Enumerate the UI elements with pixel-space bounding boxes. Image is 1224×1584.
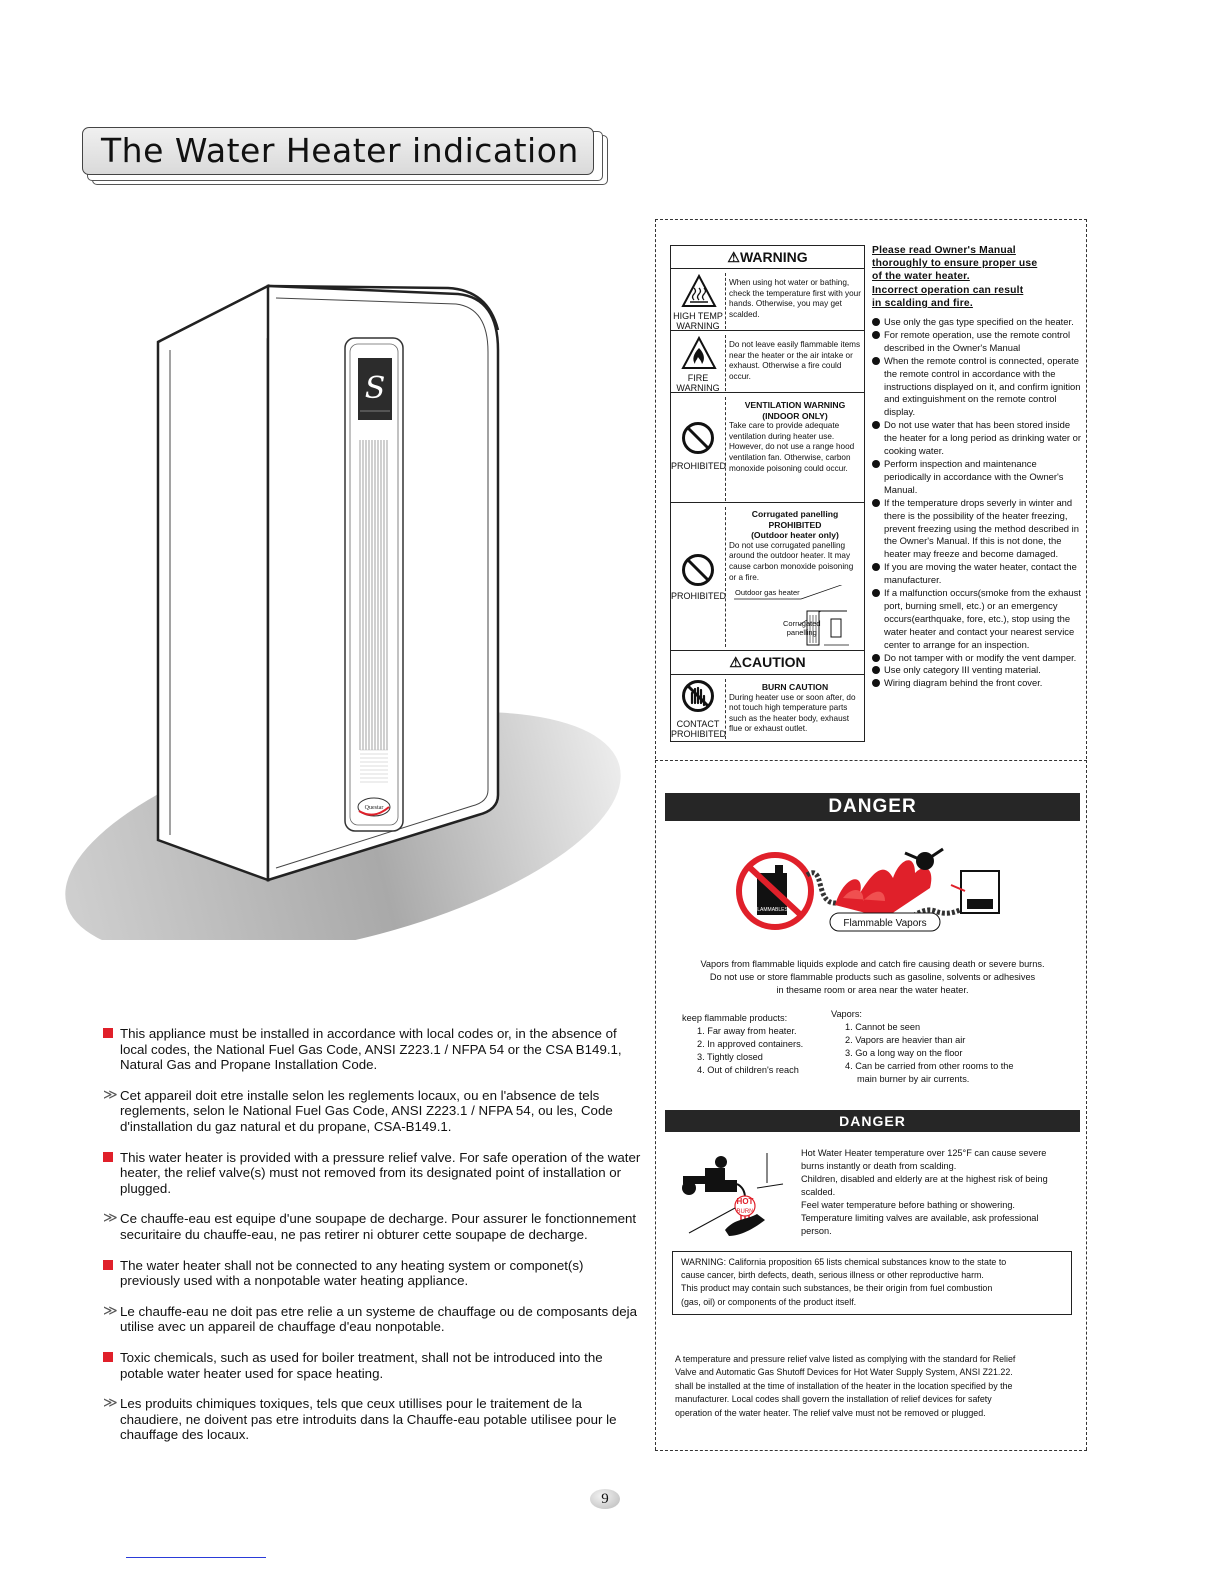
bullet-dot-icon <box>872 589 880 597</box>
svg-text:S: S <box>364 371 386 406</box>
high-temp-text: When using hot water or bathing, check the temperature first with your hands. Otherwise, you may get scalded. <box>729 278 861 319</box>
warning-header: ⚠WARNING <box>727 249 808 265</box>
manual-item: When the remote control is connected, operate the remote control in accordance with the instructions displayed on it, and confirm ignition and extinguishment on the remote control display. <box>872 355 1082 420</box>
danger-scald-text: Hot Water Heater temperature over 125°F can cause severe burns instantly or death from scalding. Children, disabled and elderly are at the highest risk of being scalded. Feel water temperature before bathing or showering. Temperature limiting valves are available, ask professional person. <box>801 1148 1048 1236</box>
caution-triangle-icon: ⚠ <box>729 654 742 670</box>
corrugated-text: Do not use corrugated panelling around the outdoor heater. It may cause carbon monoxide poisoning or a fire. <box>729 540 854 582</box>
manual-item: Do not tamper with or modify the vent damper. <box>872 652 1082 665</box>
row-high-temp <box>671 268 864 331</box>
bullet-dot-icon <box>872 421 880 429</box>
double-chevron-icon: ≫ <box>103 1394 118 1411</box>
keep-flammable-title: keep flammable products: <box>682 1013 788 1023</box>
vapors-list: Vapors: 1. Cannot be seen 2. Vapors are heavier than air 3. Go a long way on the floor 4. Can be carried from other rooms to the main burner by air currents. <box>831 1008 1071 1086</box>
manual-lead: Please read Owner's Manual thoroughly to ensure proper use of the water heater. Incorrect operation can result in scalding and fire. <box>872 245 1038 309</box>
warning-table <box>670 245 865 742</box>
note-fr-3: ≫ Le chauffe-eau ne doit pas etre relie a un systeme de chauffage ou de composants deja utilise avec un appareil de chauffage d'eau nonpotable. <box>103 1301 637 1335</box>
burn-caution <box>729 682 861 735</box>
manual-item: Wiring diagram behind the front cover. <box>872 677 1082 690</box>
prohibited-icon <box>681 421 715 455</box>
product-logo-text: Questar <box>364 805 384 811</box>
corrugated-subtitle: (Outdoor heater only) <box>751 530 839 541</box>
vapors-title: Vapors: <box>831 1009 862 1019</box>
double-chevron-icon: ≫ <box>103 1209 118 1226</box>
hot-surface-icon <box>681 274 717 308</box>
double-chevron-icon: ≫ <box>103 1085 118 1102</box>
red-square-bullet <box>103 1352 113 1362</box>
red-square-bullet <box>103 1260 113 1270</box>
row-burn-caution <box>671 674 864 741</box>
dashed-border-right-upper <box>1086 219 1087 759</box>
no-touch-hand-icon <box>681 679 715 713</box>
page-title: The Water Heater indication <box>101 131 579 170</box>
double-chevron-icon: ≫ <box>103 1301 118 1318</box>
danger-header-scald: DANGER <box>665 1110 1080 1132</box>
corrugated-prohibited-title: PROHIBITED <box>768 519 822 530</box>
manual-item: Perform inspection and maintenance periodically in accordance with the Owner's Manual. <box>872 458 1082 497</box>
burn-label: BURN <box>736 1209 754 1215</box>
hot-label: HOT <box>736 1197 754 1206</box>
manual-item: If you are moving the water heater, contact the manufacturer. <box>872 561 1082 587</box>
manual-item: Do not use water that has been stored inside the heater for a long period as drinking water or cooking water. <box>872 419 1082 458</box>
dashed-border-top <box>655 219 1087 220</box>
note-en-4: Toxic chemicals, such as used for boiler treatment, shall not be introduced into the potable water heater used for space heating. <box>103 1350 643 1381</box>
bullet-dot-icon <box>872 666 880 674</box>
manual-item: For remote operation, use the remote control described in the Owner's Manual <box>872 329 1082 355</box>
bullet-dot-icon <box>872 331 880 339</box>
note-en-1: This appliance must be installed in accordance with local codes or, in the absence of local codes, the National Fuel Gas Code, ANSI Z223.1 / NFPA 54 or the CSA B149.1, Natural Gas and Propane Installation Code. <box>103 1026 643 1073</box>
corrugated-prohibited-label: PROHIBITED <box>671 591 727 601</box>
contact-prohibited-label: PROHIBITED <box>671 729 727 739</box>
bullet-dot-icon <box>872 654 880 662</box>
corrugated-figure-label: Corrugated panelling <box>783 619 821 637</box>
page-number: 9 <box>590 1489 620 1509</box>
bullet-dot-icon <box>872 318 880 326</box>
outdoor-gas-heater-label: Outdoor gas heater <box>735 588 800 597</box>
dashed-border-left-lower <box>655 760 656 1450</box>
high-temp-warning-label: WARNING <box>676 321 720 331</box>
ventilation-title: VENTILATION WARNING <box>744 400 846 410</box>
corrugated-title: Corrugated panelling <box>751 509 839 519</box>
ventilation-subtitle: (INDOOR ONLY) <box>762 410 828 421</box>
dashed-border-right-lower <box>1086 760 1087 1450</box>
danger-flammable-text: Vapors from flammable liquids explode and catch fire causing death or severe burns. Do not use or store flammable products such as gasoline, solvents or adhesives in thesame room or area near the water heater. <box>700 959 1045 995</box>
bullet-dot-icon <box>872 357 880 365</box>
dashed-border-bottom <box>655 1450 1087 1451</box>
row-fire <box>671 330 864 393</box>
manual-item: Use only the gas type specified on the heater. <box>872 316 1082 329</box>
flammables-can-label: FLAMMABLES <box>754 907 788 913</box>
burn-caution-title: BURN CAUTION <box>761 682 829 692</box>
page-title-plate <box>82 127 610 189</box>
row-corrugated <box>671 502 864 651</box>
caution-header: ⚠CAUTION <box>729 654 806 670</box>
bullet-dot-icon <box>872 499 880 507</box>
contact-label: CONTACT <box>676 719 720 729</box>
flammable-vapors-label: Flammable Vapors <box>843 918 927 929</box>
dashed-border-left-upper <box>655 219 656 759</box>
row-ventilation <box>671 392 864 503</box>
burn-caution-text: During heater use or soon after, do not touch high temperature parts such as the heater body, exhaust flue or exhaust outlet. <box>729 692 856 734</box>
fire-warning-label: WARNING <box>676 383 720 393</box>
hot-water-scald-figure <box>675 1148 790 1243</box>
water-heater-illustration <box>58 280 638 940</box>
prohibited-icon <box>681 553 715 587</box>
prop65-warning-box: WARNING: California proposition 65 lists chemical substances know to the state to cause cancer, birth defects, death, serious illness or other reproductive harm. This product may contain such substances, be their origin from fuel combustion (gas, oil) or components of the product itself. <box>672 1251 1072 1315</box>
manual-item: If the temperature drops severly in winter and there is the possibility of the heater freezing, prevent freezing using the method described in the Owner's Manual. If this is not done, the heater may freeze and become damaged. <box>872 497 1082 562</box>
relief-valve-text: A temperature and pressure relief valve listed as complying with the standard for Relief Valve and Automatic Gas Shutoff Devices for Hot Water Supply System, ANSI Z21.22. shall be installed at the time of installation of the heater in the location specified by the manufacturer. Local codes shall govern the installation of relief devices for safety operation of the water heater. The relief valve must not be removed or plugged. <box>675 1354 1016 1418</box>
ventilation-text: Take care to provide adequate ventilation during heater use. However, do not use a range hood ventilation fan. Otherwise, carbon monoxide poisoning could occur. <box>729 421 855 473</box>
ventilation-warning <box>729 400 861 474</box>
red-square-bullet <box>103 1028 113 1038</box>
corrugated-warning <box>729 509 861 583</box>
red-square-bullet <box>103 1152 113 1162</box>
note-fr-4: ≫ Les produits chimiques toxiques, tels que ceux utillises pour le traitement de la chaudiere, ne doivent pas etre introduits dans la Chauffe-eau potable utilisee pour le chauffage des locaux. <box>103 1394 617 1443</box>
dashed-border-middle <box>655 760 1087 761</box>
note-en-3: The water heater shall not be connected to any heating system or componet(s) previously used with a nonpotable water heating appliance. <box>103 1258 643 1289</box>
warning-triangle-icon: ⚠ <box>727 249 740 265</box>
caution-header-row <box>671 650 864 675</box>
bullet-dot-icon <box>872 460 880 468</box>
bullet-dot-icon <box>872 679 880 687</box>
manual-item: If a malfunction occurs(smoke from the exhaust port, burning smell, etc.) or an emergency occurs(earthquake, fore, etc.), stop using the water heater and contact your nearest service center to arrange for an inspection. <box>872 587 1082 652</box>
fire-text: Do not leave easily flammable items near the heater or the air intake or exhaust. Otherwise a fire could occur. <box>729 340 861 381</box>
heater-side <box>158 286 268 880</box>
note-en-2: This water heater is provided with a pressure relief valve. For safe operation of the water heater, the relief valve(s) must not removed from its designated point of installation or plugged. <box>103 1150 643 1197</box>
high-temp-label: HIGH TEMP <box>673 311 723 321</box>
keep-flammable-list: keep flammable products: 1. Far away from heater. 2. In approved containers. 3. Tightly closed 4. Out of children's reach <box>682 1012 832 1077</box>
fire-icon <box>681 336 717 370</box>
manual-item: Use only category III venting material. <box>872 664 1082 677</box>
owners-manual-notes <box>872 244 1082 690</box>
ventilation-prohibited-label: PROHIBITED <box>671 461 727 471</box>
danger-header-flammable: DANGER <box>665 793 1080 821</box>
installation-notes <box>103 1026 643 1458</box>
flammable-vapors-figure <box>735 843 1015 943</box>
note-fr-2: ≫ Ce chauffe-eau est equipe d'une soupape de decharge. Pour assurer le fonctionnement securitaire du chauffe-eau, ne pas retirer ni obturer cette soupape de decharge. <box>103 1209 637 1242</box>
fire-label: FIRE <box>687 373 709 383</box>
footer-line <box>126 1557 266 1558</box>
note-fr-1: ≫ Cet appareil doit etre installe selon les reglements locaux, ou en l'absence de tels reglements, selon le National Fuel Gas Code, ANSI Z223.1 / NFPA 54, ou les, Code d'installation du gaz natural et du propane, CSA-B149.1. <box>103 1085 613 1134</box>
bullet-dot-icon <box>872 563 880 571</box>
